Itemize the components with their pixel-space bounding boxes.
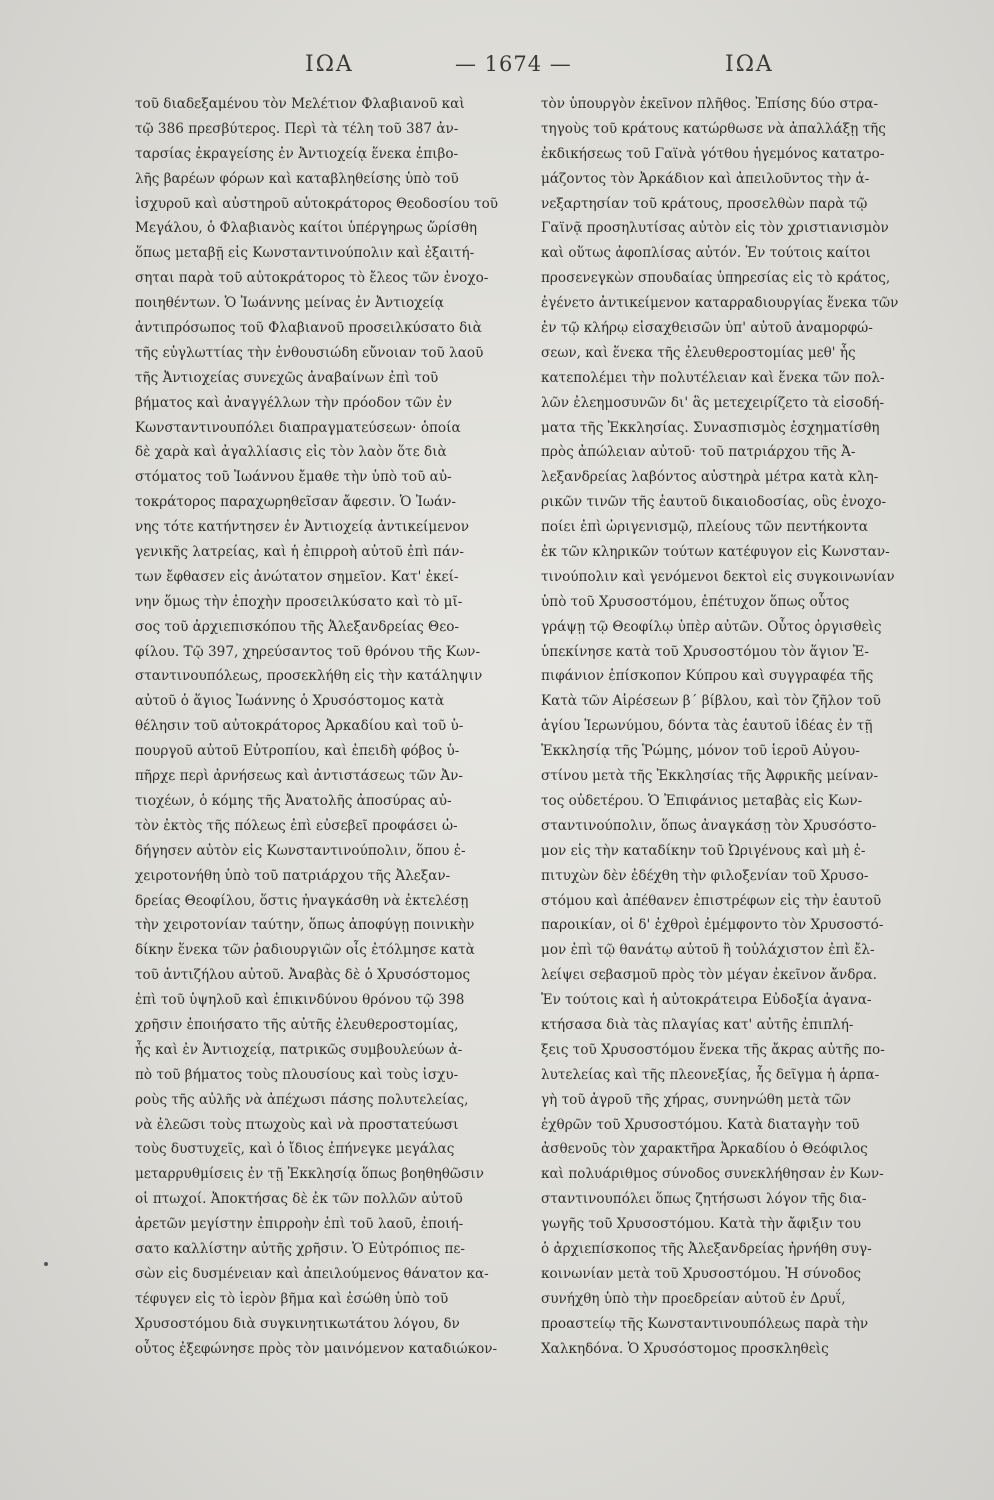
right-column-line: τος οὐδετέρου. Ὁ Ἐπιφάνιος μεταβὰς εἰς Κων- [541, 792, 863, 809]
right-column-line: γράψῃ τῷ Θεοφίλῳ ὑπὲρ αὐτῶν. Οὗτος ὀργισθεὶς [541, 618, 882, 635]
right-column-line: πιφάνιον ἐπίσκοπον Κύπρου καὶ συγγραφέα τῆς [541, 668, 874, 685]
right-column-line: ἐγένετο ἀντικείμενον καταρραδιουργίας ἕνεκα τῶν [541, 295, 899, 312]
header-right-word: ΙΩΑ [725, 52, 774, 77]
header-left-word: ΙΩΑ [305, 52, 354, 77]
left-column-line: τοκράτορος παραχωρηθεῖσαν ἄφεσιν. Ὁ Ἰωάν- [135, 494, 456, 511]
left-column-line: σος τοῦ ἀρχιεπισκόπου τῆς Ἀλεξανδρείας Θεο- [135, 618, 460, 635]
right-column-line: ρικῶν τινῶν τῆς ἑαυτοῦ δικαιοδοσίας, οὓς ἐνοχο- [541, 494, 887, 511]
right-column-line: μον εἰς τὴν καταδίκην τοῦ Ὠριγένους καὶ μὴ ἐ- [541, 842, 866, 859]
left-column-line: βήματος καὶ ἀναγγέλλων τὴν πρόοδον τῶν ἐν [135, 394, 453, 411]
right-column-line: τινούπολιν καὶ γενόμενοι δεκτοὶ εἰς συγκοινωνίαν [541, 568, 895, 585]
right-column-line: κατεπολέμει τὴν πολυτέλειαν καὶ ἕνεκα τῶν πολ- [541, 369, 885, 386]
left-column-line: τῆς εὐγλωττίας τὴν ἐνθουσιώδη εὔνοιαν τοῦ λαοῦ [135, 344, 484, 361]
right-column [541, 92, 909, 1361]
left-column-line: ἀρετῶν μεγίστην ἐπιρροὴν ἐπὶ τοῦ λαοῦ, ἐποιή- [135, 1216, 464, 1233]
right-column-line: τὸν ὑπουργὸν ἐκεῖνον πλῆθος. Ἐπίσης δύο στρα- [541, 96, 879, 112]
right-column-line: σεων, καὶ ἕνεκα τῆς ἐλευθεροστομίας μεθ' ἧς [541, 344, 856, 361]
left-column-line: σηται παρὰ τοῦ αὐτοκράτορος τὸ ἔλεος τῶν ἐνοχο- [135, 270, 489, 287]
left-column-line: φίλου. Τῷ 397, χηρεύσαντος τοῦ θρόνου τῆς Κων- [135, 643, 481, 660]
left-column-line: των ἔφθασεν εἰς ἀνώτατον σημεῖον. Κατ' ἐκεί- [135, 568, 459, 585]
left-column-line: ποιηθέντων. Ὁ Ἰωάννης μείνας ἐν Ἀντιοχείᾳ [135, 295, 444, 312]
right-column-line: στόμου καὶ ἀπέθανεν ἐπιστρέφων εἰς τὴν ἑαυτοῦ [541, 892, 882, 909]
right-column-line: προαστείῳ τῆς Κωνσταντινουπόλεως παρὰ τὴν [541, 1315, 869, 1332]
running-header [0, 52, 994, 92]
left-column-line: λῆς βαρέων φόρων καὶ καταβληθείσης ὑπὸ τοῦ [135, 170, 459, 187]
left-column-line: αὐτοῦ ὁ ἅγιος Ἰωάννης ὁ Χρυσόστομος κατὰ [135, 693, 445, 710]
left-column-line: νης τότε κατήντησεν ἐν Ἀντιοχείᾳ ἀντικείμενον [135, 519, 469, 536]
left-column-line: σατο καλλίστην αὐτῆς χρῆσιν. Ὁ Εὐτρόπιος πε- [135, 1240, 466, 1257]
ink-speck [44, 1262, 48, 1266]
left-column-line: δρείας Θεοφίλου, ὅστις ἠναγκάσθη νὰ ἐκτελέσῃ [135, 892, 469, 909]
left-column-line: τὴν χειροτονίαν ταύτην, ὅπως ἀποφύγῃ ποινικὴν [135, 917, 475, 934]
left-column-line: πουργοῦ αὐτοῦ Εὐτροπίου, καὶ ἐπειδὴ φόβος ὑ- [135, 743, 460, 760]
right-column-line: Ἐν τούτοις καὶ ἡ αὐτοκράτειρα Εὐδοξία ἀγανα- [541, 992, 872, 1009]
left-column-line: πῆρχε περὶ ἀρνήσεως καὶ ἀντιστάσεως τῶν Ἀν- [135, 768, 464, 785]
left-column [135, 92, 503, 1361]
left-column-line: τῆς Ἀντιοχείας συνεχῶς ἀναβαίνων ἐπὶ τοῦ [135, 369, 439, 386]
right-column-line: Χαλκηδόνα. Ὁ Χρυσόστομος προσκληθεὶς [541, 1340, 829, 1357]
right-column-line: κοινωνίαν μετὰ τοῦ Χρυσοστόμου. Ἡ σύνοδος [541, 1265, 861, 1282]
left-column-line: Χρυσοστόμου διὰ συγκινητικωτάτου λόγου, δν [135, 1315, 460, 1332]
left-column-line: ἀντιπρόσωπος τοῦ Φλαβιανοῦ προσειλκύσατο διὰ [135, 320, 482, 337]
right-column-line: λείψει σεβασμοῦ πρὸς τὸν μέγαν ἐκεῖνον ἄνδρα. [541, 967, 878, 984]
right-column-line: ὑπεκίνησε κατὰ τοῦ Χρυσοστόμου τὸν ἅγιον Ἐ- [541, 643, 869, 660]
left-column-line: δίκην ἕνεκα τῶν ῥαδιουργιῶν οἷς ἐτόλμησε κατὰ [135, 942, 475, 959]
right-column-line: γὴ τοῦ ἀγροῦ τῆς χήρας, συνηνώθη μετὰ τῶν [541, 1091, 852, 1108]
left-column-line: μεταρρυθμίσεις ἐν τῇ Ἐκκλησίᾳ ὅπως βοηθηθῶσιν [135, 1166, 484, 1183]
left-column-line: ροὺς τῆς αὐλῆς νὰ ἀπέχωσι πάσης πολυτελείας, [135, 1091, 469, 1108]
left-column-line: τῷ 386 πρεσβύτερος. Περὶ τὰ τέλη τοῦ 387 ἀν- [135, 120, 459, 137]
right-column-line: ὑπὸ τοῦ Χρυσοστόμου, ἐπέτυχον ὅπως οὗτος [541, 593, 850, 610]
right-column-line: σταντινουπόλει ὅπως ζητήσωσι λόγον τῆς δια- [541, 1191, 867, 1208]
left-column-line: σὼν εἰς δυσμένειαν καὶ ἀπειλούμενος θάνατον κα- [135, 1265, 489, 1282]
right-column-line: λεξανδρείας λαβόντος αὐστηρὰ μέτρα κατὰ κλη- [541, 469, 879, 486]
right-column-line: ποίει ἐπὶ ὠριγενισμῷ, πλείους τῶν πεντήκοντα [541, 519, 869, 536]
right-column-line: σταντινούπολιν, ὅπως ἀναγκάσῃ τὸν Χρυσόστο- [541, 817, 877, 834]
left-column-line: στόματος τοῦ Ἰωάννου ἔμαθε τὴν ὑπὸ τοῦ αὐ- [135, 469, 452, 486]
left-column-line: δήγησεν αὐτὸν εἰς Κωνσταντινούπολιν, ὅπου ἐ- [135, 842, 466, 859]
right-column-line: λῶν ἐλεημοσυνῶν δι' ἃς μετεχειρίζετο τὰ εἰσοδή- [541, 394, 885, 411]
left-column-line: τέφυγεν εἰς τὸ ἱερὸν βῆμα καὶ ἐσώθη ὑπὸ τοῦ [135, 1290, 449, 1307]
right-column-line: μάζοντος τὸν Ἀρκάδιον καὶ ἀπειλοῦντος τὴν ἀ- [541, 170, 870, 187]
left-column-line: σταντινουπόλεως, προσεκλήθη εἰς τὴν κατάληψιν [135, 668, 483, 685]
left-column-line: ὅπως μεταβῇ εἰς Κωνσταντινούπολιν καὶ ἐξαιτή- [135, 245, 475, 262]
left-column-line: χειροτονήθη ὑπὸ τοῦ πατριάρχου τῆς Ἀλεξαν- [135, 867, 451, 884]
left-column-line: οὗτος ἐξεφώνησε πρὸς τὸν μαινόμενον καταδιώκον- [135, 1340, 498, 1357]
left-column-line: νὰ ἐλεῶσι τοὺς πτωχοὺς καὶ νὰ προστατεύωσι [135, 1116, 459, 1133]
left-column-line: χρῆσιν ἐποιήσατο τῆς αὐτῆς ἐλευθεροστομίας, [135, 1016, 459, 1033]
left-column-line: τὸν ἐκτὸς τῆς πόλεως ἐπὶ εὐσεβεῖ προφάσει ὠ- [135, 817, 458, 834]
left-column-line: ταρσίας ἐκραγείσης ἐν Ἀντιοχείᾳ ἕνεκα ἐπιβο- [135, 145, 459, 162]
right-column-line: Γαϊνᾷ προσηλυτίσας αὐτὸν εἰς τὸν χριστιανισμὸν [541, 220, 889, 237]
left-column-line: θέλησιν τοῦ αὐτοκράτορος Ἀρκαδίου καὶ τοῦ ὑ- [135, 718, 464, 735]
right-column-line: λυτελείας καὶ τῆς πλεονεξίας, ἧς δεῖγμα ἡ ἁρπα- [541, 1066, 880, 1083]
left-column-line: οἱ πτωχοί. Ἀποκτήσας δὲ ἐκ τῶν πολλῶν αὐτοῦ [135, 1191, 463, 1208]
right-column-line: ὁ ἀρχιεπίσκοπος τῆς Ἀλεξανδρείας ἠρνήθη συγ- [541, 1240, 872, 1257]
left-column-line: νην ὅμως τὴν ἐποχὴν προσειλκύσατο καὶ τὸ μῖ- [135, 593, 463, 610]
left-column-line: τοῦ ἀντιζήλου αὐτοῦ. Ἀναβὰς δὲ ὁ Χρυσόστομος [135, 967, 471, 984]
left-column-line: Κωνσταντινουπόλει διαπραγματεύσεων· ὁποία [135, 419, 461, 436]
right-column-line: Κατὰ τῶν Αἱρέσεων β΄ βίβλου, καὶ τὸν ζῆλον τοῦ [541, 693, 881, 710]
right-column-line: στίνου μετὰ τῆς Ἐκκλησίας τῆς Ἀφρικῆς μείναν- [541, 768, 879, 785]
right-column-line: νεξαρτησίαν τοῦ κράτους, προσελθὼν παρὰ τῷ [541, 195, 868, 212]
right-column-line: κτήσασα διὰ τὰς πλαγίας κατ' αὐτῆς ἐπιπλή- [541, 1016, 854, 1033]
right-column-line: ἐν τῷ κλήρῳ εἰσαχθεισῶν ὑπ' αὐτοῦ ἀναμορφώ- [541, 320, 873, 337]
left-column-line: Μεγάλου, ὁ Φλαβιανὸς καίτοι ὑπέργηρως ὥρίσθη [135, 220, 478, 237]
right-column-line: πρὸς ἀπώλειαν αὐτοῦ· τοῦ πατριάρχου τῆς Ἀ- [541, 444, 856, 461]
left-column-line: γενικῆς λατρείας, καὶ ἡ ἐπιρροὴ αὐτοῦ ἐπὶ πάν- [135, 544, 465, 561]
right-column-line: πιτυχὼν δὲν ἐδέχθη τὴν φιλοξενίαν τοῦ Χρυσο- [541, 867, 869, 884]
right-column-line: ἀσθενοῦς τὸν χαρακτῆρα Ἀρκαδίου ὁ Θεόφιλος [541, 1141, 868, 1158]
right-column-line: καὶ πολυάριθμος σύνοδος συνεκλήθησαν ἐν Κων- [541, 1166, 884, 1183]
left-column-line: τιοχέων, ὁ κόμης τῆς Ἀνατολῆς ἀποσύρας αὐ- [135, 792, 452, 809]
left-column-line: ἰσχυροῦ καὶ αὐστηροῦ αὐτοκράτορος Θεοδοσίου τοῦ [135, 195, 499, 212]
left-column-line: δὲ χαρὰ καὶ ἀγαλλίασις εἰς τὸν λαὸν ὅτε διὰ [135, 444, 447, 461]
right-column-line: ἐκ τῶν κληρικῶν τούτων κατέφυγον εἰς Κωνσταν- [541, 544, 890, 561]
right-column-line: ἐχθρῶν τοῦ Χρυσοστόμου. Κατὰ διαταγὴν τοῦ [541, 1116, 860, 1133]
right-column-line: ἁγίου Ἱερωνύμου, δόντα τὰς ἑαυτοῦ ἰδέας ἐν τῇ [541, 718, 873, 735]
right-column-line: μον ἐπὶ τῷ θανάτῳ αὐτοῦ ἢ τοὐλάχιστον ἐπὶ ἔλ- [541, 942, 875, 959]
left-column-line: ἧς καὶ ἐν Ἀντιοχείᾳ, πατρικῶς συμβουλεύων ἀ- [135, 1041, 463, 1058]
left-column-line: ἐπὶ τοῦ ὑψηλοῦ καὶ ἐπικινδύνου θρόνου τῷ 398 [135, 992, 465, 1009]
left-column-line: τοῦ διαδεξαμένου τὸν Μελέτιον Φλαβιανοῦ καὶ [135, 96, 465, 112]
left-column-line: τοὺς δυστυχεῖς, καὶ ὁ ἴδιος ἐπήνεγκε μεγάλας [135, 1141, 455, 1158]
right-column-line: ξεις τοῦ Χρυσοστόμου ἕνεκα τῆς ἄκρας αὐτῆς πο- [541, 1041, 885, 1058]
right-column-line: καὶ οὕτως ἀφοπλίσας αὐτόν. Ἐν τούτοις καίτοι [541, 245, 871, 262]
page-number: — 1674 — [455, 52, 572, 76]
right-column-line: συνήχθη ὑπὸ τὴν προεδρείαν αὐτοῦ ἐν Δρυΐ, [541, 1290, 846, 1307]
right-column-line: παροικίαν, οἱ δ' ἐχθροὶ ἐμέμφοντο τὸν Χρυσοστό- [541, 917, 884, 934]
right-column-line: ἐκδικήσεως τοῦ Γαϊνὰ γότθου ἡγεμόνος κατατρο- [541, 145, 885, 162]
right-column-line: τηγοὺς τοῦ κράτους κατώρθωσε νὰ ἀπαλλάξῃ τῆς [541, 120, 886, 137]
right-column-line: γωγῆς τοῦ Χρυσοστόμου. Κατὰ τὴν ἄφιξιν του [541, 1216, 862, 1233]
right-column-line: προσενεγκὼν σπουδαίας ὑπηρεσίας εἰς τὸ κράτος, [541, 270, 891, 287]
left-column-line: πὸ τοῦ βήματος τοὺς πλουσίους καὶ τοὺς ἰσχυ- [135, 1066, 459, 1083]
right-column-line: ματα τῆς Ἐκκλησίας. Συνασπισμὸς ἐσχηματίσθη [541, 419, 880, 436]
right-column-line: Ἐκκλησίᾳ τῆς Ῥώμης, μόνον τοῦ ἱεροῦ Αὐγου- [541, 743, 860, 760]
